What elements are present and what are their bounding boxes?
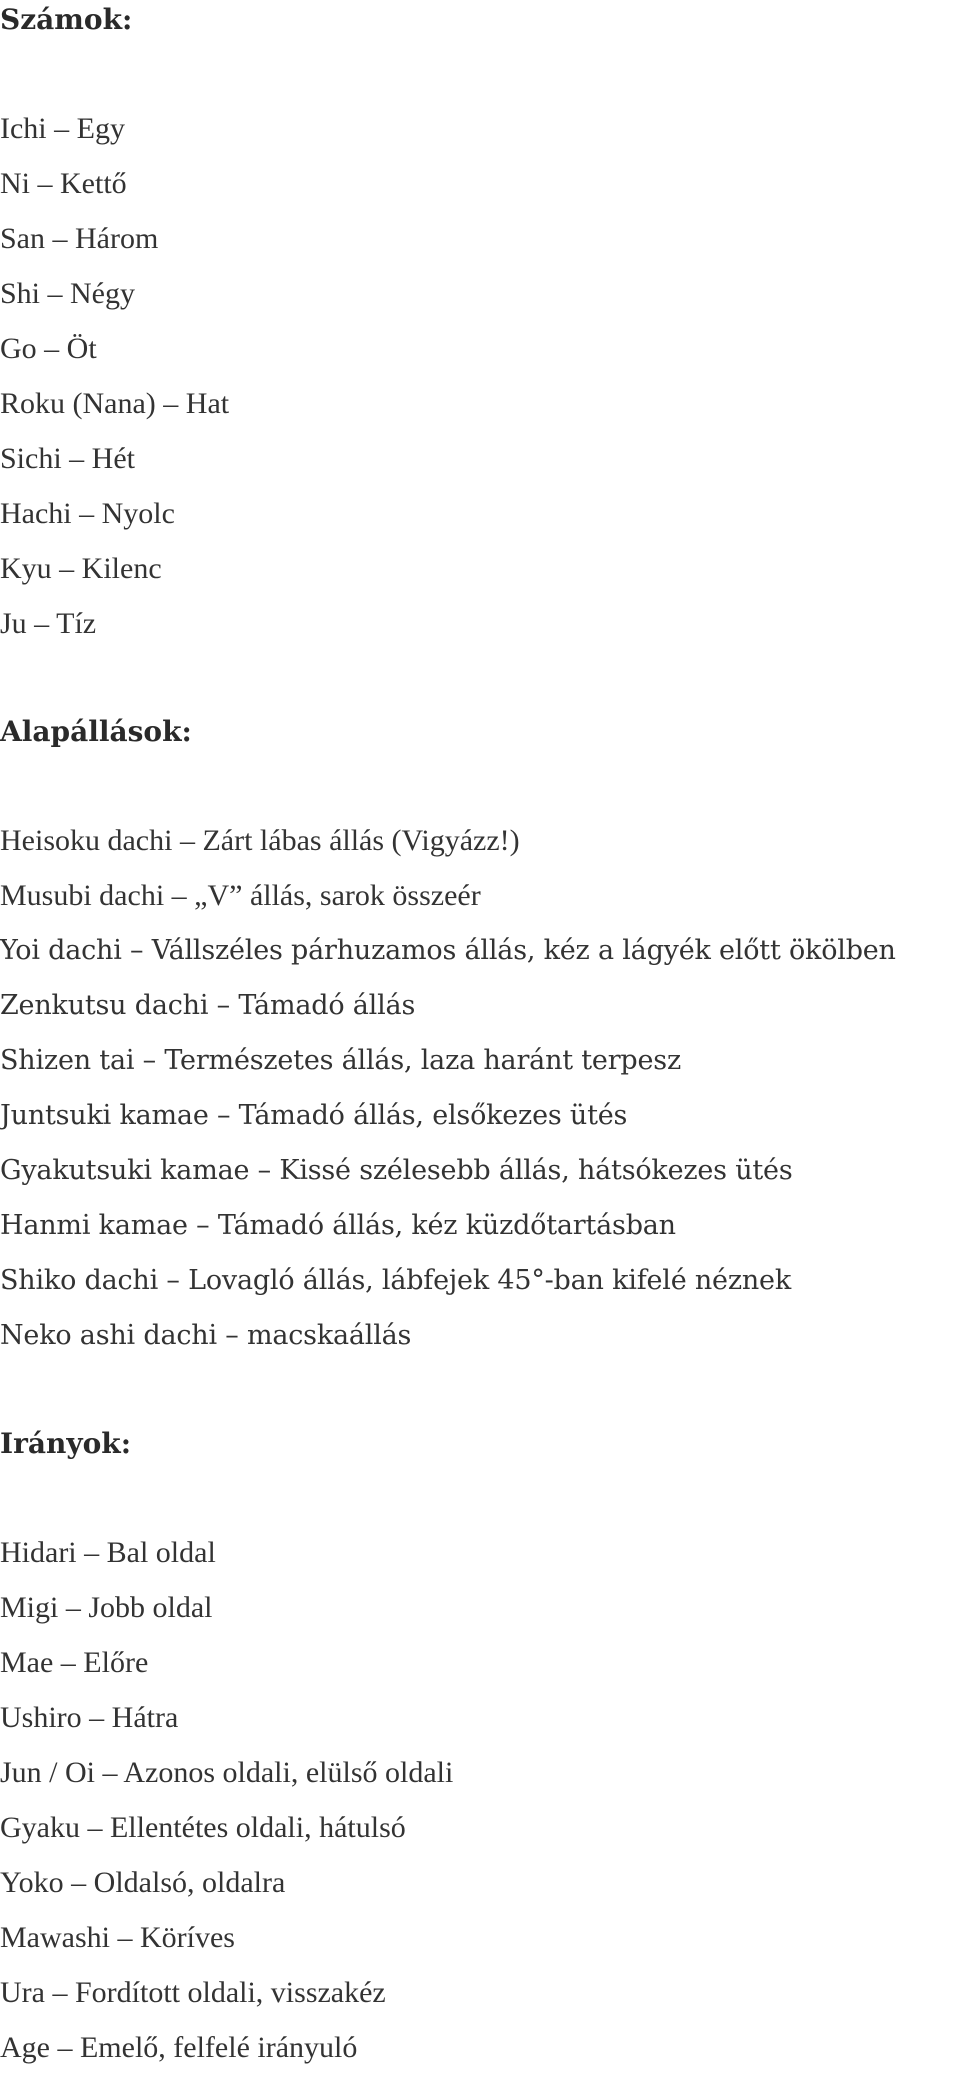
list-item: Roku (Nana) – Hat	[0, 387, 230, 420]
list-item: Zenkutsu dachi – Támadó állás	[0, 990, 416, 1021]
list-item: Mawashi – Köríves	[0, 1921, 235, 1954]
list-item: Ju – Tíz	[0, 607, 97, 640]
list-item: Juntsuki kamae – Támadó állás, elsőkezes ütés	[0, 1100, 628, 1131]
list-item: Ushiro – Hátra	[0, 1701, 179, 1734]
list-item: Yoko – Oldalsó, oldalra	[0, 1866, 286, 1899]
list-item: Shiko dachi – Lovagló állás, lábfejek 45°-ban kifelé néznek	[0, 1265, 791, 1296]
list-item: Go – Öt	[0, 332, 97, 365]
list-item: Mae – Előre	[0, 1646, 149, 1679]
list-item: Shi – Négy	[0, 277, 135, 310]
list-item: Ura – Fordított oldali, visszakéz	[0, 1976, 386, 2009]
list-item: Heisoku dachi – Zárt lábas állás (Vigyázz!)	[0, 824, 520, 857]
list-item: Ichi – Egy	[0, 112, 125, 145]
list-item: Gyaku – Ellentétes oldali, hátulsó	[0, 1811, 406, 1844]
section-title-stances: Alapállások:	[0, 715, 192, 748]
list-item: Neko ashi dachi – macskaállás	[0, 1320, 412, 1351]
list-item: Hanmi kamae – Támadó állás, kéz küzdőtartásban	[0, 1210, 676, 1241]
list-item: Ni – Kettő	[0, 167, 127, 200]
list-item: Migi – Jobb oldal	[0, 1591, 213, 1624]
list-item: Gyakutsuki kamae – Kissé szélesebb állás, hátsókezes ütés	[0, 1155, 793, 1186]
list-item: Hachi – Nyolc	[0, 497, 175, 530]
stances-list	[0, 813, 896, 1363]
list-item: Shizen tai – Természetes állás, laza haránt terpesz	[0, 1045, 681, 1076]
list-item: Musubi dachi – „V” állás, sarok összeér	[0, 879, 481, 912]
section-title-directions: Irányok:	[0, 1427, 132, 1460]
list-item: Jun / Oi – Azonos oldali, elülső oldali	[0, 1756, 454, 1789]
list-item: San – Három	[0, 222, 159, 255]
section-title-numbers: Számok:	[0, 3, 133, 36]
list-item: Kyu – Kilenc	[0, 552, 162, 585]
list-item: Yoi dachi – Vállszéles párhuzamos állás, kéz a lágyék előtt ökölben	[0, 935, 896, 966]
list-item: Age – Emelő, felfelé irányuló	[0, 2031, 358, 2064]
list-item: Sichi – Hét	[0, 442, 135, 475]
list-item: Hidari – Bal oldal	[0, 1536, 216, 1569]
directions-list	[0, 1525, 453, 2075]
numbers-list	[0, 101, 229, 651]
